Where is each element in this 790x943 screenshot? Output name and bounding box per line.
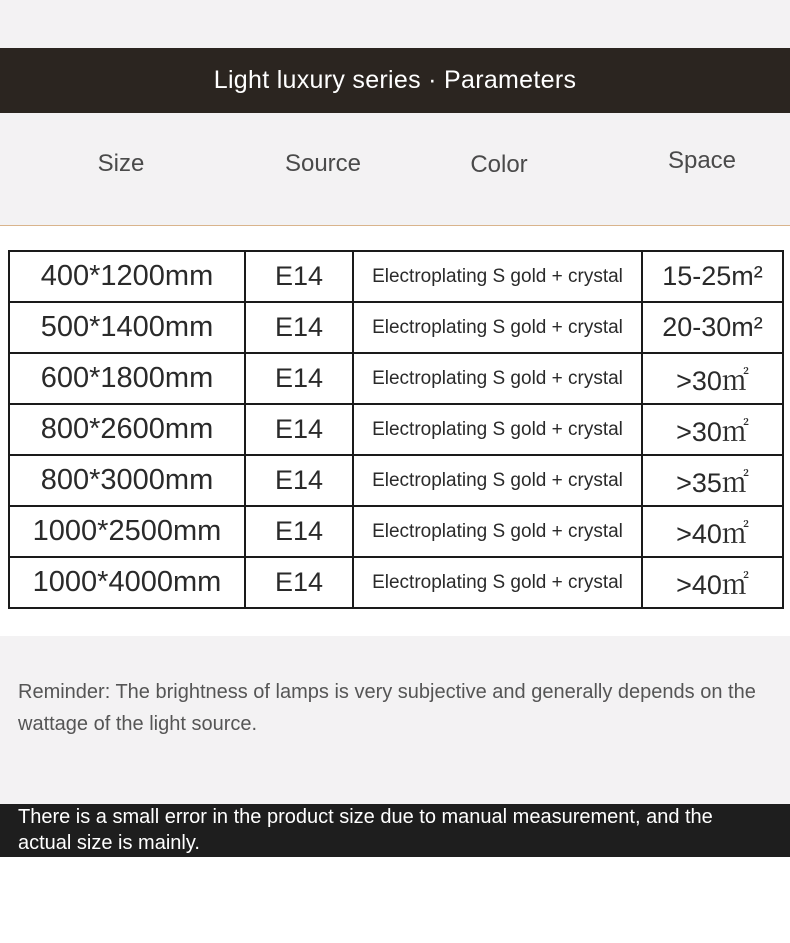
header-color: Color — [470, 151, 528, 178]
cell-space: >40㎡ — [642, 506, 783, 557]
cell-space: >40㎡ — [642, 557, 783, 608]
cell-size: 1000*2500mm — [9, 506, 245, 557]
column-header-band — [0, 113, 790, 226]
cell-color: Electroplating S gold + crystal — [353, 455, 642, 506]
header-size: Size — [97, 150, 145, 177]
cell-color: Electroplating S gold + crystal — [353, 557, 642, 608]
table-row — [9, 557, 783, 608]
cell-size: 400*1200mm — [9, 251, 245, 302]
cell-space: >30㎡ — [642, 353, 783, 404]
cell-color: Electroplating S gold + crystal — [353, 302, 642, 353]
header-space: Space — [667, 147, 737, 174]
cell-space: >30㎡ — [642, 404, 783, 455]
cell-space: >35㎡ — [642, 455, 783, 506]
cell-source: E14 — [245, 506, 353, 557]
header-source: Source — [284, 150, 362, 177]
cell-size: 800*3000mm — [9, 455, 245, 506]
note-text: There is a small error in the product size due to manual measurement, and the actual size is mainly. — [18, 806, 713, 854]
reminder-section — [0, 636, 790, 804]
cell-color: Electroplating S gold + crystal — [353, 506, 642, 557]
page-title: Light luxury series · Parameters — [213, 66, 577, 94]
cell-space: 20-30m² — [642, 302, 783, 353]
cell-color: Electroplating S gold + crystal — [353, 353, 642, 404]
cell-space: 15-25m² — [642, 251, 783, 302]
table-row — [9, 455, 783, 506]
cell-source: E14 — [245, 455, 353, 506]
cell-size: 800*2600mm — [9, 404, 245, 455]
cell-color: Electroplating S gold + crystal — [353, 404, 642, 455]
reminder-text: Reminder: The brightness of lamps is very subjective and generally depends on the wattage of the light source. — [18, 681, 756, 735]
note-bar — [0, 804, 790, 857]
table-row — [9, 251, 783, 302]
cell-size: 1000*4000mm — [9, 557, 245, 608]
cell-source: E14 — [245, 353, 353, 404]
title-bar — [0, 48, 790, 113]
table-row — [9, 302, 783, 353]
table-row — [9, 353, 783, 404]
cell-size: 600*1800mm — [9, 353, 245, 404]
table-row — [9, 506, 783, 557]
cell-size: 500*1400mm — [9, 302, 245, 353]
cell-source: E14 — [245, 302, 353, 353]
cell-source: E14 — [245, 251, 353, 302]
top-band — [0, 0, 790, 48]
cell-color: Electroplating S gold + crystal — [353, 251, 642, 302]
parameters-table — [8, 250, 784, 609]
cell-source: E14 — [245, 404, 353, 455]
table-row — [9, 404, 783, 455]
cell-source: E14 — [245, 557, 353, 608]
